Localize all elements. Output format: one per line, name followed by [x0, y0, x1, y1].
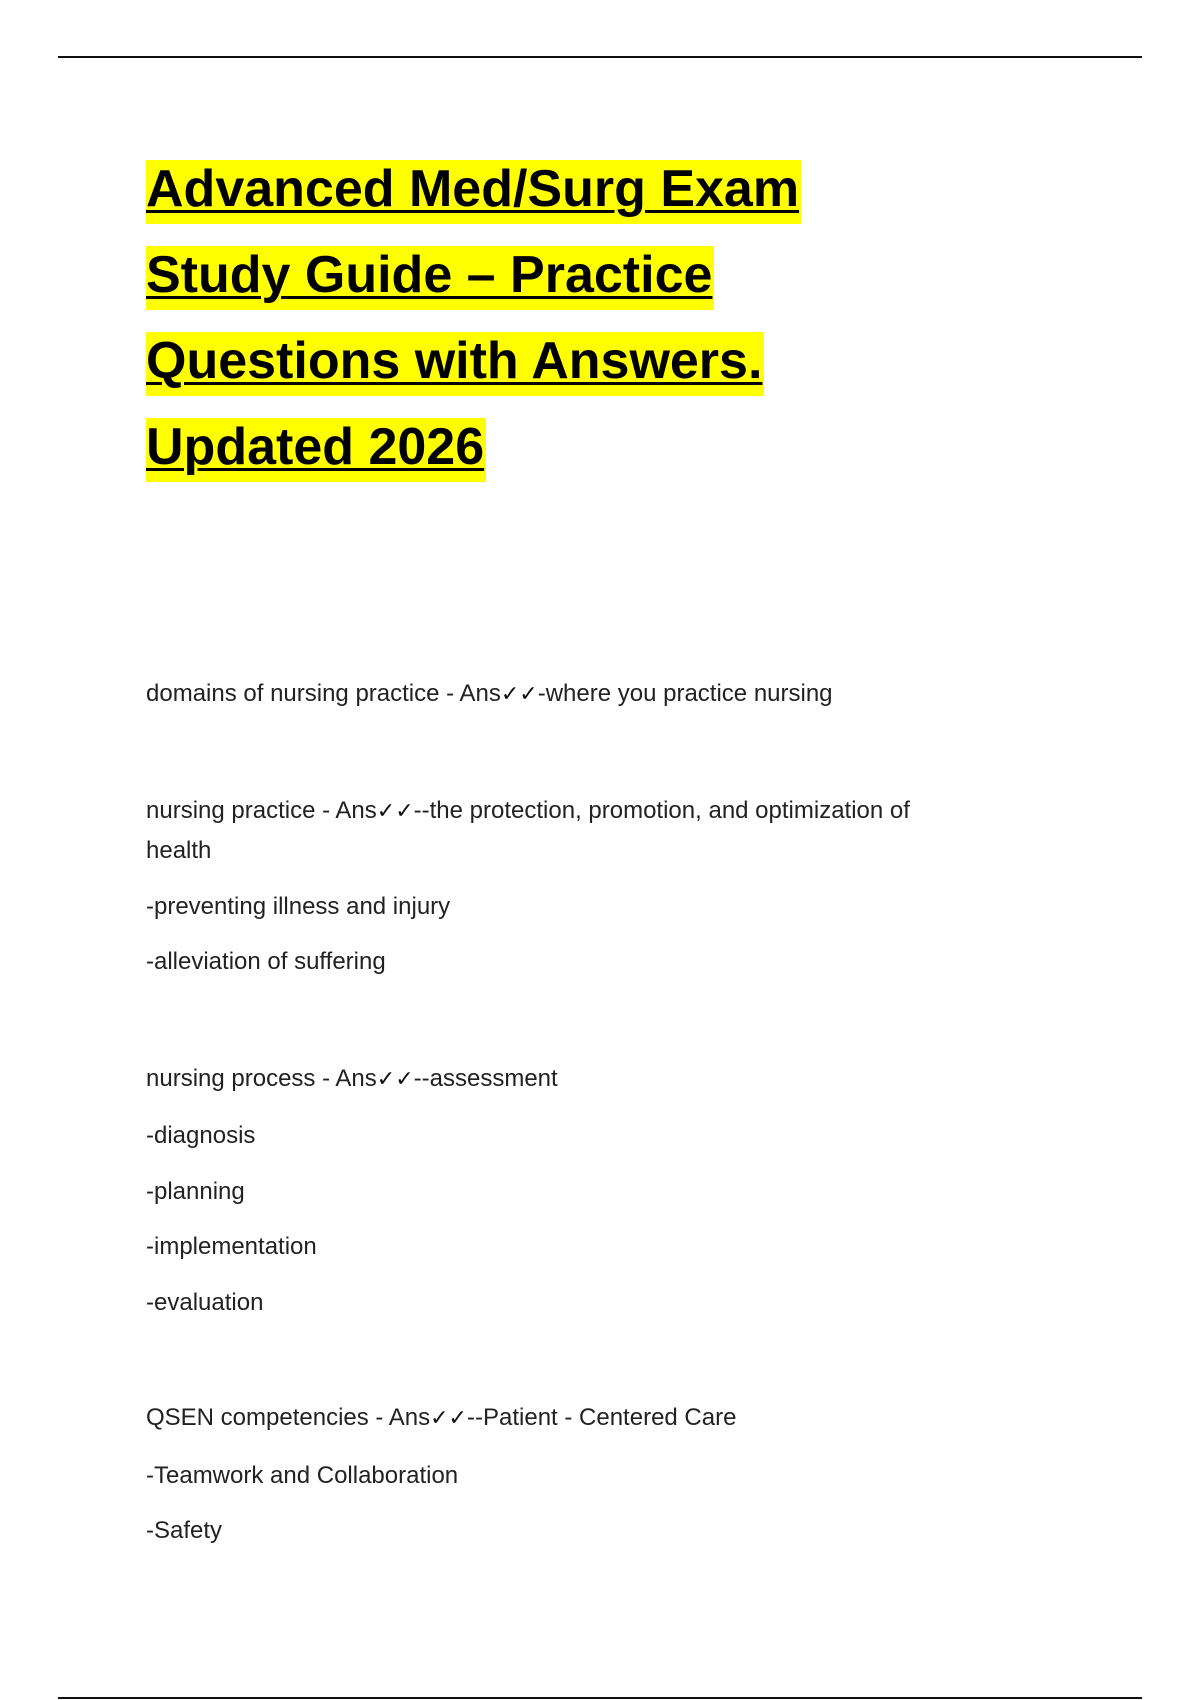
- list-item: -alleviation of suffering: [146, 948, 386, 975]
- title-line: Advanced Med/Surg Exam: [146, 146, 1046, 232]
- title-line: Updated 2026: [146, 404, 1046, 490]
- page-title: [146, 146, 1046, 490]
- entry-qsen-competencies: [146, 1403, 736, 1434]
- entry-term: QSEN competencies - Ans: [146, 1404, 431, 1431]
- entry-term: nursing practice - Ans: [146, 797, 377, 824]
- title-line: Study Guide – Practice: [146, 232, 1046, 318]
- list-item: -preventing illness and injury: [146, 893, 451, 920]
- entry-answer: --the protection, promotion, and optimization of: [413, 797, 910, 824]
- checkmark-icon: ✓✓: [500, 682, 538, 707]
- checkmark-icon: ✓✓: [376, 1067, 414, 1092]
- entry-nursing-process: [146, 1064, 558, 1095]
- entry-term: nursing process - Ans: [146, 1065, 377, 1092]
- list-item: -Teamwork and Collaboration: [146, 1462, 459, 1489]
- list-item: -diagnosis: [146, 1122, 256, 1149]
- entry-continuation: health: [146, 837, 212, 864]
- list-item: -Safety: [146, 1517, 223, 1544]
- list-item: -planning: [146, 1178, 245, 1205]
- checkmark-icon: ✓✓: [376, 799, 414, 824]
- top-rule: [58, 56, 1142, 58]
- entry-domains-of-nursing-practice: [146, 679, 833, 710]
- list-item: -implementation: [146, 1233, 317, 1260]
- list-item: -evaluation: [146, 1289, 264, 1316]
- bottom-rule: [58, 1697, 1142, 1699]
- entry-nursing-practice: [146, 796, 910, 827]
- title-line: Questions with Answers.: [146, 318, 1046, 404]
- entry-answer: --assessment: [413, 1065, 558, 1092]
- entry-answer: -where you practice nursing: [537, 680, 833, 707]
- entry-term: domains of nursing practice - Ans: [146, 680, 501, 707]
- checkmark-icon: ✓✓: [430, 1406, 467, 1431]
- entry-answer: --Patient - Centered Care: [467, 1404, 737, 1431]
